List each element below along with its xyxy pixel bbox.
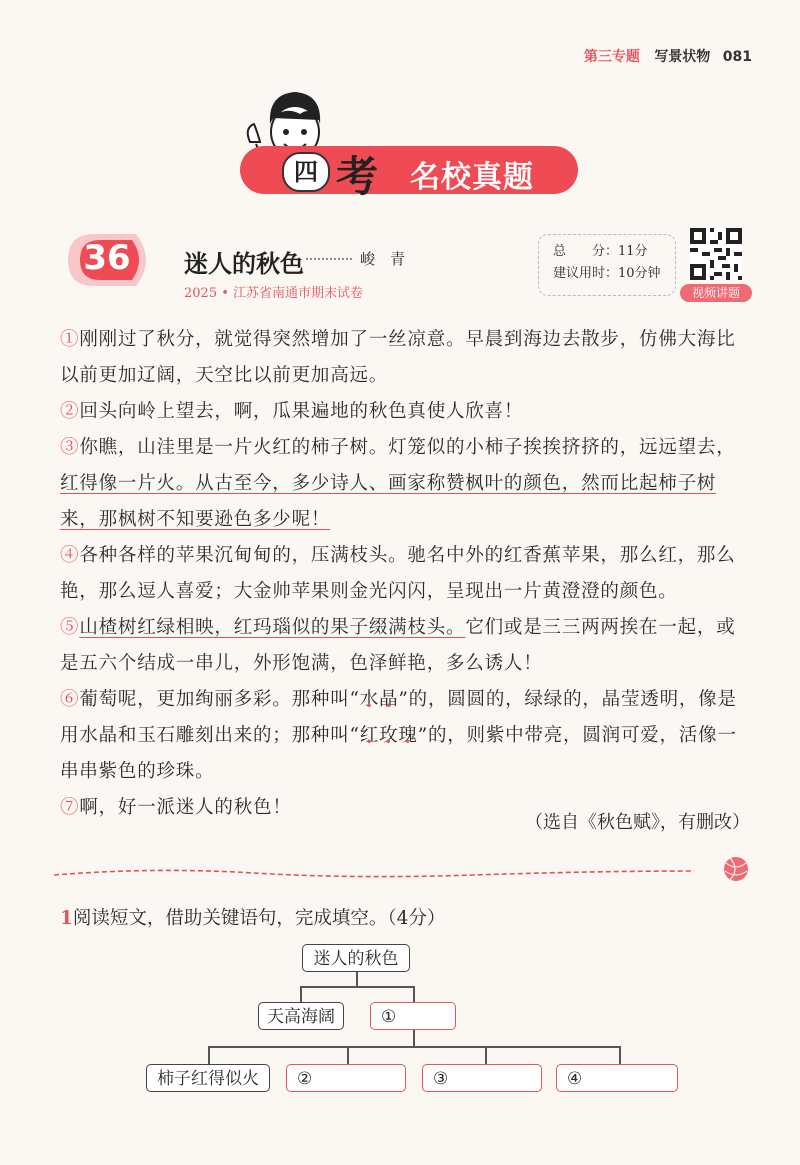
paragraph-number: ③ — [60, 437, 80, 458]
emphasized-char: 红 — [359, 725, 380, 746]
underlined-sentence: 山楂树红绿相映，红玛瑙似的果子缀满枝头。 — [79, 617, 466, 638]
paragraph-number: ④ — [60, 545, 80, 566]
diagram-blank-4[interactable]: ④ — [556, 1064, 678, 1092]
diagram-root: 迷人的秋色 — [302, 944, 410, 972]
article-number: 36 — [83, 238, 131, 278]
paragraph-5: ⑤山楂树红绿相映，红玛瑙似的果子缀满枝头。它们或是三三两两挨在一起，或是五六个结成一串儿，外形饱满，色泽鲜艳，多么诱人！ — [60, 617, 736, 674]
paragraph-number: ② — [60, 401, 80, 422]
time-label: 建议用时：10分钟 — [553, 266, 661, 281]
emphasized-char: 晶 — [379, 689, 399, 710]
article-author: 峻 青 — [360, 250, 406, 268]
diagram-blank-1[interactable]: ① — [370, 1002, 456, 1030]
diagram-level2-known: 柿子红得似火 — [146, 1064, 270, 1092]
emphasized-char: 玫 — [379, 725, 399, 746]
diagram-blank-3[interactable]: ③ — [422, 1064, 542, 1092]
diagram-blank-2[interactable]: ② — [286, 1064, 406, 1092]
paragraph-number: ⑥ — [60, 689, 80, 710]
paragraph-7: ⑦啊，好一派迷人的秋色！ — [60, 797, 292, 818]
paragraph-number: ⑦ — [60, 797, 80, 818]
article-source: 2025 • 江苏省南通市期末试卷 — [184, 286, 364, 301]
banner-si: 四 — [282, 152, 330, 192]
section-title: 写景状物 — [654, 49, 711, 65]
banner-label: 名校真题 — [410, 160, 534, 195]
diagram-level1-known: 天高海阔 — [258, 1002, 344, 1030]
emphasized-char: 水 — [359, 689, 380, 710]
article-title: 迷人的秋色 — [184, 250, 304, 278]
paragraph-6: ⑥葡萄呢，更加绚丽多彩。那种叫“水晶”的，圆圆的，绿绿的，晶莹透明，像是用水晶和玉石雕刻出来的；那种叫“红玫瑰”的，则紫中带亮，圆润可爱，活像一串串紫色的珍珠。 — [60, 689, 737, 782]
score-label: 总 分：11分 — [553, 244, 648, 259]
banner-kao: 考 — [336, 152, 379, 201]
question-number: 1 — [60, 908, 73, 929]
page-number: 081 — [722, 49, 752, 65]
paragraph-number: ① — [60, 329, 80, 350]
video-explain-button[interactable]: 视频讲题 — [680, 284, 752, 302]
question-text: 阅读短文，借助关键语句，完成填空。（4分） — [72, 908, 446, 929]
paragraph-number: ⑤ — [60, 617, 80, 638]
section-label: 第三专题 — [583, 49, 640, 65]
emphasized-char: 瑰 — [398, 725, 418, 746]
paragraph-1: ①刚刚过了秋分，就觉得突然增加了一丝凉意。早晨到海边去散步，仿佛大海比以前更加辽阔，天空比以前更加高远。 — [60, 329, 736, 386]
paragraph-3: ③你瞧，山洼里是一片火红的柿子树。灯笼似的小柿子挨挨挤挤的，远远望去，红得像一片火。从古至今，多少诗人、画家称赞枫叶的颜色，然而比起柿子树来，那枫树不知要逊色多少呢！ — [60, 437, 736, 530]
underlined-sentence: 红得像一片火。从古至今，多少诗人、画家称赞枫叶的颜色，然而比起柿子树来，那枫树不知要逊色多少呢！ — [60, 473, 717, 530]
paragraph-4: ④各种各样的苹果沉甸甸的，压满枝头。驰名中外的红香蕉苹果，那么红，那么艳，那么逗人喜爱；大金帅苹果则金光闪闪，呈现出一片黄澄澄的颜色。 — [60, 545, 736, 602]
paragraph-2: ②回头向岭上望去，啊，瓜果遍地的秋色真使人欣喜！ — [60, 401, 524, 422]
citation: （选自《秋色赋》，有删改） — [525, 812, 750, 833]
